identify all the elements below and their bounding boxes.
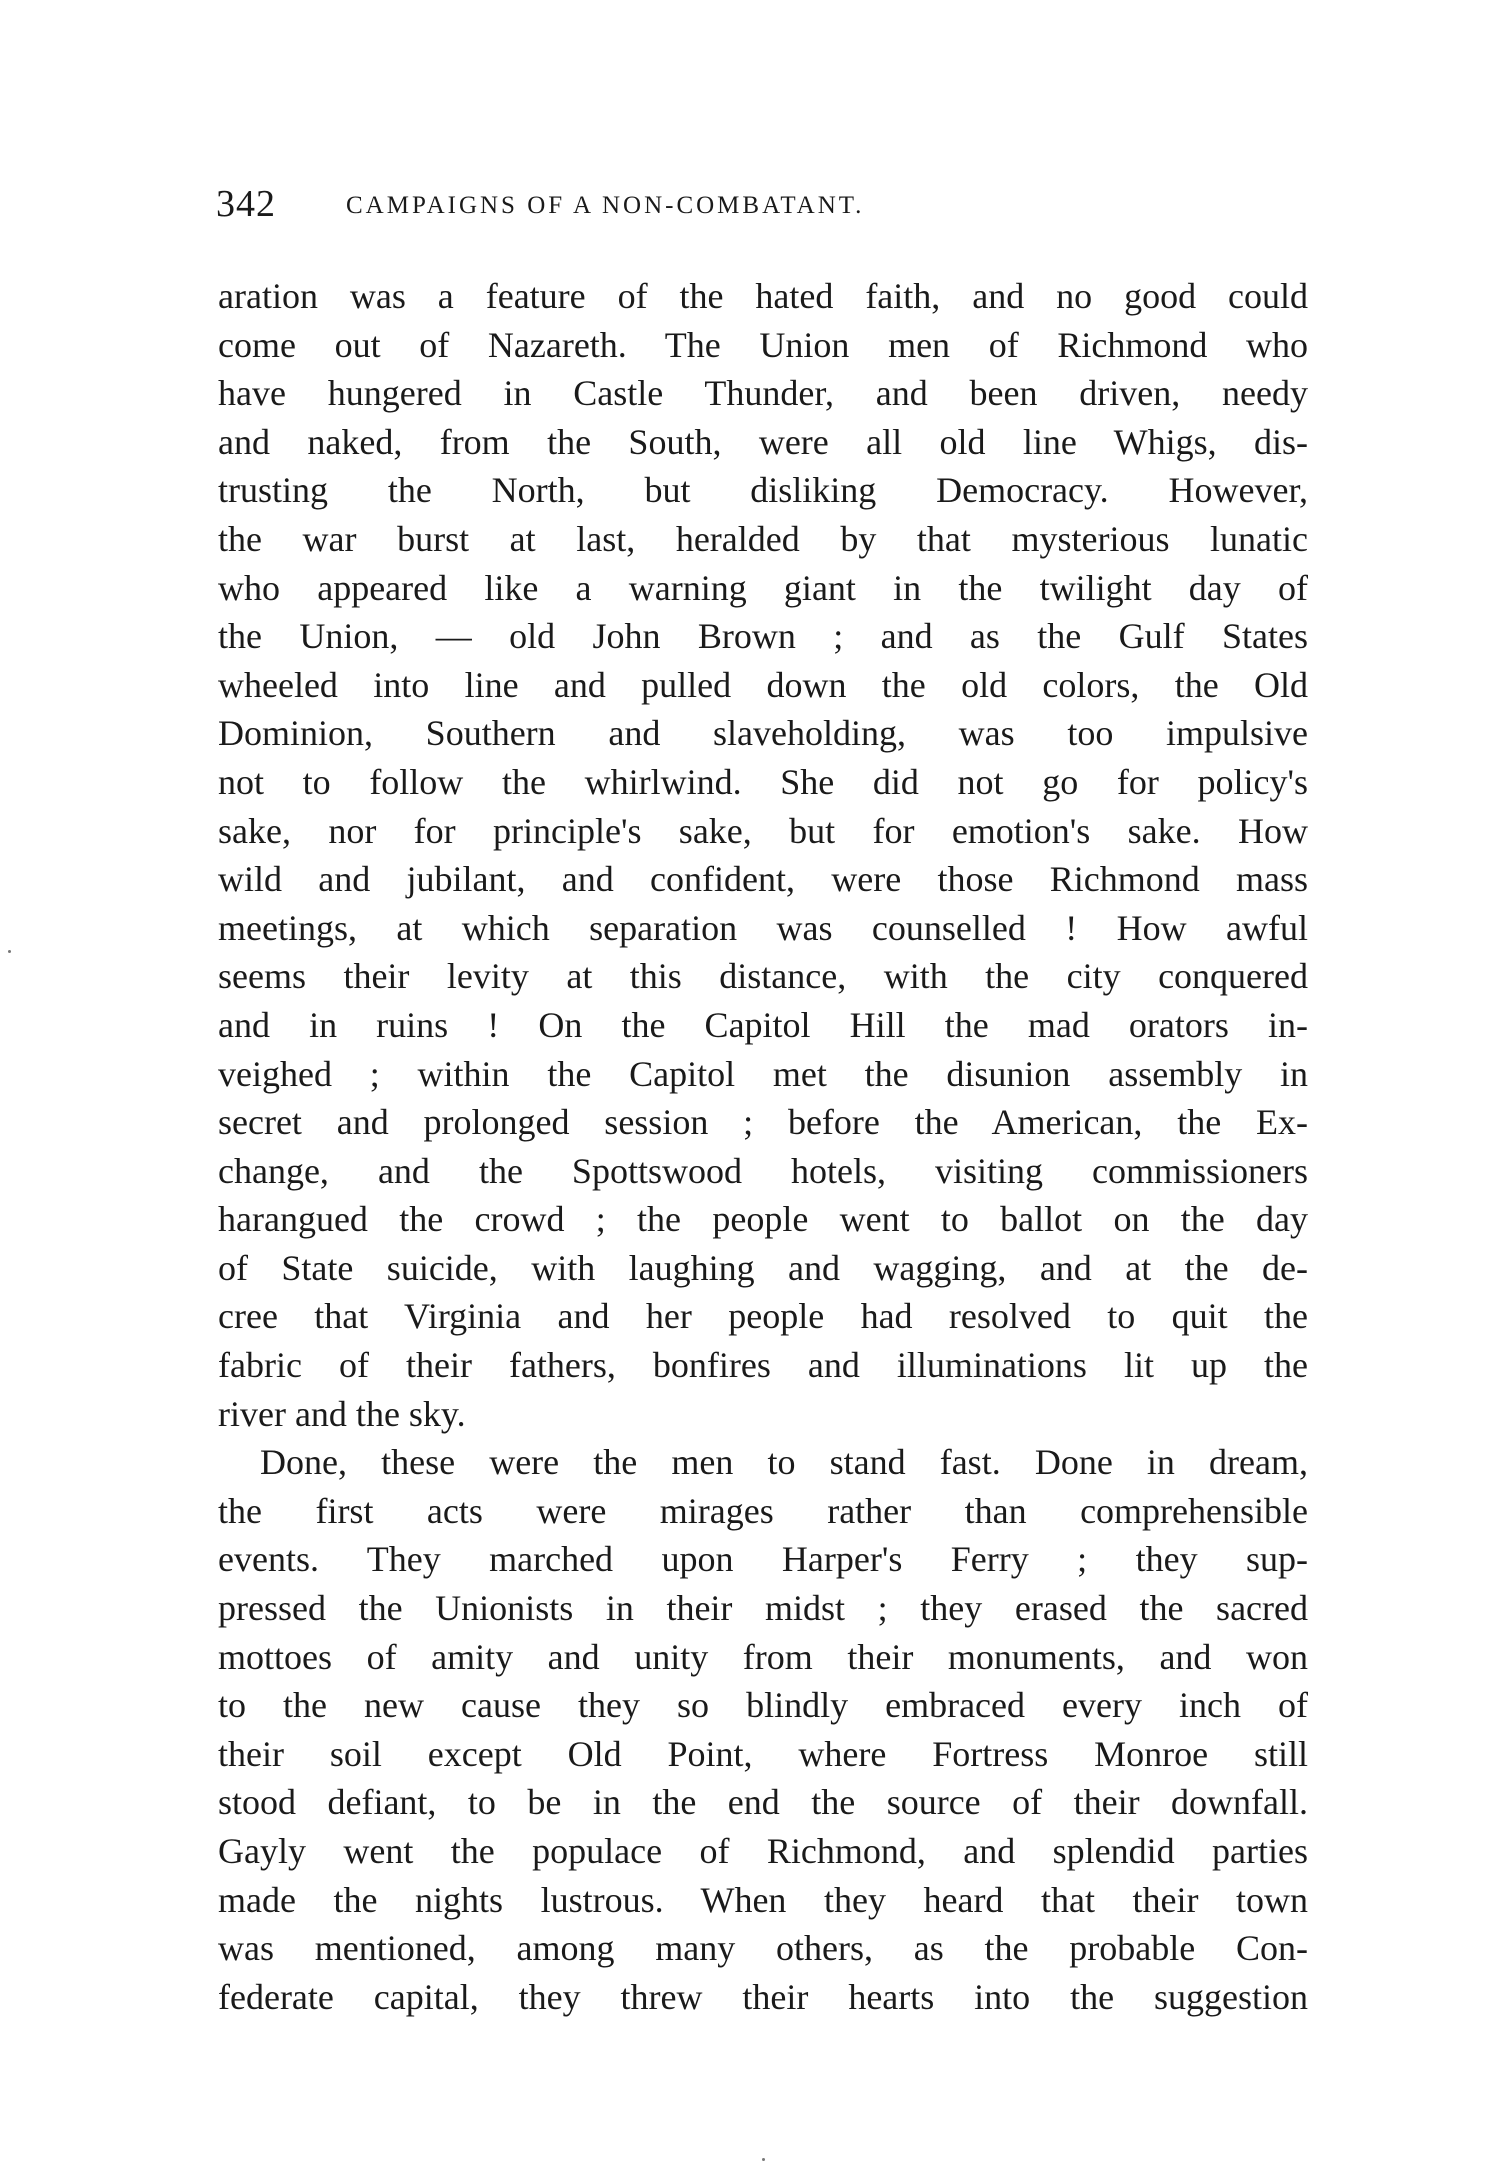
paper-speck [762,2158,765,2161]
text-line: change, and the Spottswood hotels, visiting commissioners [218,1150,1308,1191]
text-line: trusting the North, but disliking Democracy. However, [218,470,1308,511]
text-line: events. They marched upon Harper's Ferry ; they sup- [218,1539,1308,1580]
text-line: federate capital, they threw their hearts into the suggestion [218,1976,1308,2017]
text-line: fabric of their fathers, bonfires and illuminations lit up the [218,1345,1308,1386]
text-line: of State suicide, with laughing and wagging, and at the de- [218,1247,1308,1288]
text-line: pressed the Unionists in their midst ; they erased the sacred [218,1588,1308,1629]
text-line: harangued the crowd ; the people went to ballot on the day [218,1199,1308,1240]
text-line: not to follow the whirlwind. She did not go for policy's [218,761,1308,802]
text-line: have hungered in Castle Thunder, and been driven, needy [218,373,1308,414]
text-line: seems their levity at this distance, with the city conquered [218,956,1308,997]
text-line: meetings, at which separation was counselled ! How awful [218,907,1308,948]
running-title: CAMPAIGNS OF A NON-COMBATANT. [346,192,865,219]
paper-speck [8,950,11,953]
page-header [216,182,1316,232]
text-line: to the new cause they so blindly embraced every inch of [218,1685,1308,1726]
text-line: Gayly went the populace of Richmond, and splendid parties [218,1831,1308,1871]
text-line: mottoes of amity and unity from their monuments, and won [218,1636,1308,1677]
text-line: made the nights lustrous. When they heard that their town [218,1879,1308,1920]
text-line: their soil except Old Point, where Fortress Monroe still [218,1733,1308,1774]
text-line: was mentioned, among many others, as the probable Con- [218,1928,1308,1969]
text-line: cree that Virginia and her people had resolved to quit the [218,1296,1308,1337]
text-line: wheeled into line and pulled down the old colors, the Old [218,664,1308,705]
text-line: the first acts were mirages rather than comprehensible [218,1490,1308,1531]
text-line: Dominion, Southern and slaveholding, was too impulsive [218,713,1308,754]
paragraph-start-line: Done, these were the men to stand fast. Done in dream, [260,1442,1308,1483]
page-number: 342 [216,183,276,225]
text-line: wild and jubilant, and confident, were those Richmond mass [218,859,1308,900]
text-line: and in ruins ! On the Capitol Hill the mad orators in- [218,1004,1308,1045]
paragraph-end-line: river and the sky. [218,1393,466,1434]
text-line: sake, nor for principle's sake, but for emotion's sake. How [218,810,1308,851]
text-line: stood defiant, to be in the end the source of their downfall. [218,1782,1308,1823]
text-line: the war burst at last, heralded by that mysterious lunatic [218,518,1308,559]
body-text [218,272,1308,2021]
text-line: secret and prolonged session ; before the American, the Ex- [218,1102,1308,1143]
text-line: aration was a feature of the hated faith, and no good could [218,276,1308,316]
text-line: come out of Nazareth. The Union men of Richmond who [218,324,1308,365]
text-line: the Union, — old John Brown ; and as the Gulf States [218,616,1308,657]
text-line: veighed ; within the Capitol met the disunion assembly in [218,1053,1308,1094]
text-line: who appeared like a warning giant in the twilight day of [218,567,1308,608]
text-line: and naked, from the South, were all old line Whigs, dis- [218,421,1308,462]
